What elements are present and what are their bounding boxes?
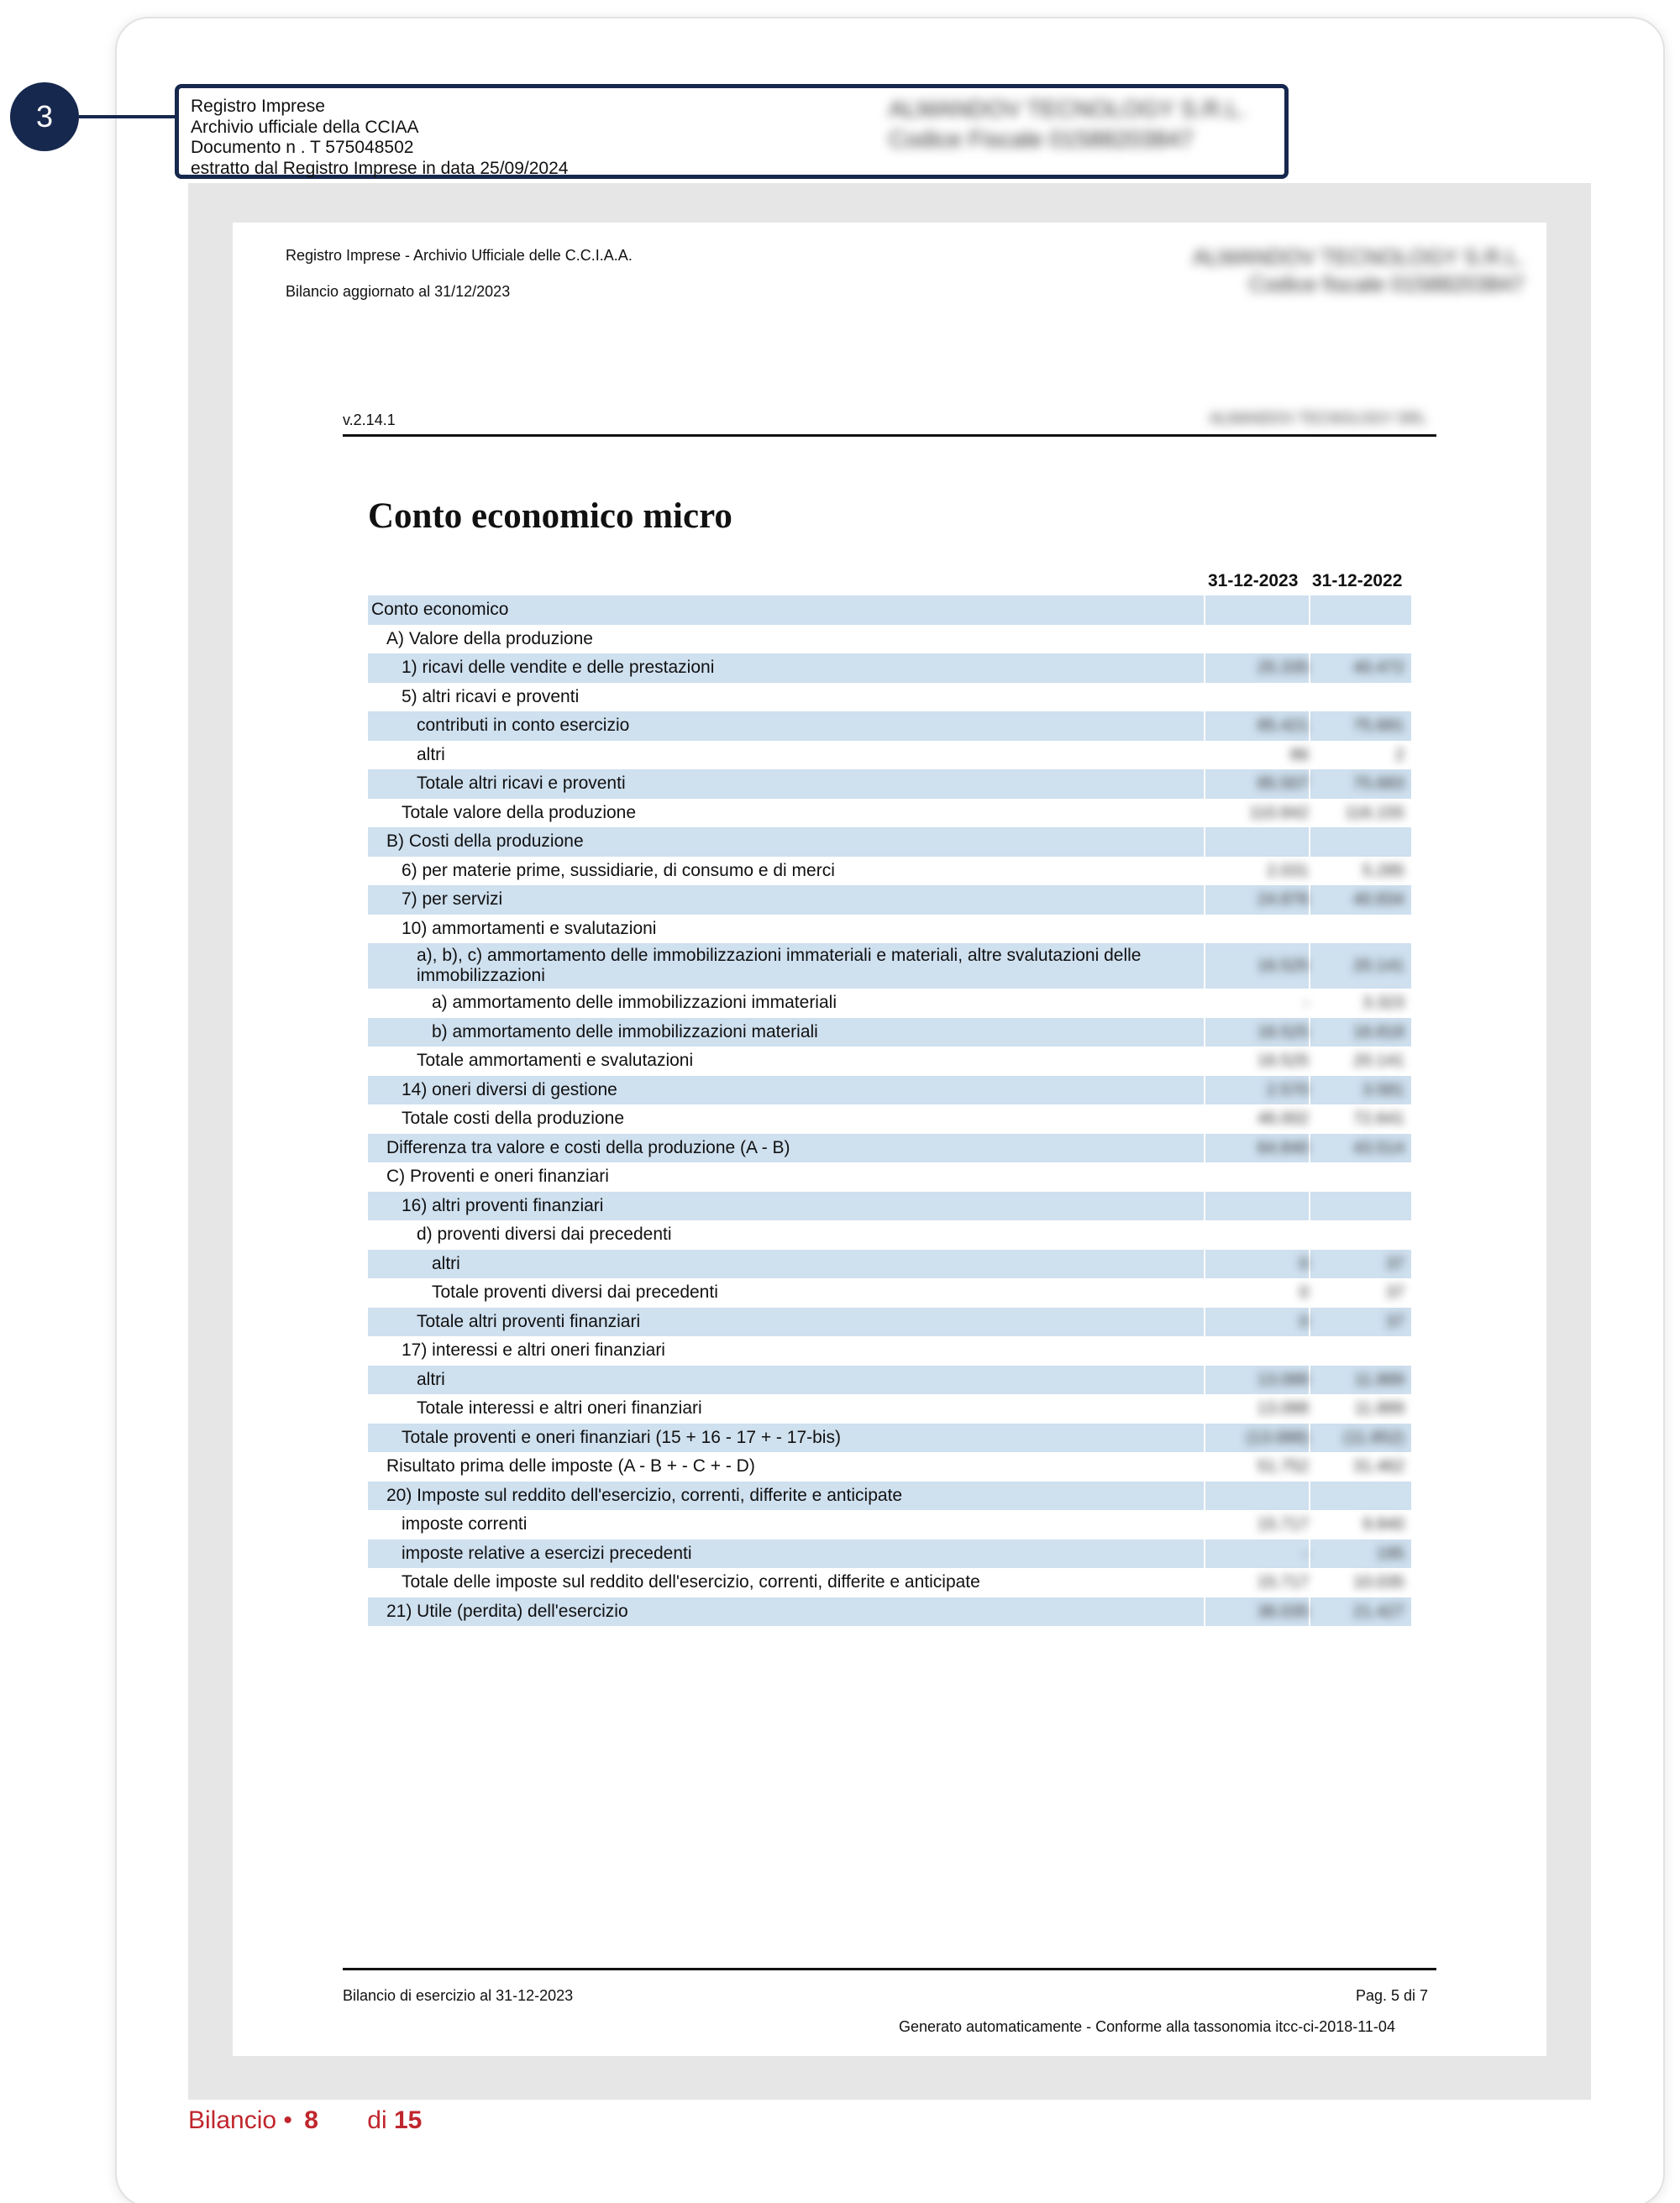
column-separator [1204, 1076, 1205, 1105]
row-label: 20) Imposte sul reddito dell'esercizio, correnti, differite e anticipate [386, 1485, 903, 1505]
table-row [368, 857, 1411, 886]
table-row [368, 625, 1411, 654]
column-separator [1204, 1482, 1205, 1511]
column-header-2022: 31-12-2022 [1312, 571, 1403, 590]
table-row [368, 1046, 1411, 1076]
table-row [368, 1134, 1411, 1163]
row-label: altri [417, 744, 445, 764]
redacted-value-2023: 0 [1299, 1283, 1309, 1302]
redacted-value-2022: 72.641 [1352, 1109, 1404, 1128]
column-separator [1309, 1366, 1310, 1395]
column-separator [1204, 1018, 1205, 1047]
table-row [368, 1510, 1411, 1539]
column-separator [1309, 1597, 1310, 1627]
redacted-value-2022: 40.834 [1352, 890, 1404, 909]
redacted-value-2022: 116.155 [1345, 803, 1404, 822]
column-separator [1309, 1018, 1310, 1047]
redacted-value-2023: - [1303, 1544, 1309, 1563]
row-label: imposte relative a esercizi precedenti [402, 1543, 692, 1563]
redacted-value-2022: 75.681 [1352, 716, 1404, 735]
column-header-2023: 31-12-2023 [1208, 571, 1299, 590]
table-row [368, 1597, 1411, 1627]
row-label: altri [432, 1253, 460, 1273]
redacted-value-2022: 75.683 [1352, 774, 1404, 793]
callout-connector [79, 115, 176, 118]
column-separator [1204, 1192, 1205, 1221]
row-label: Totale interessi e altri oneri finanziari [417, 1398, 702, 1418]
doc-registry-line: Registro Imprese - Archivio Ufficiale delle C.C.I.A.A. [286, 247, 633, 264]
redacted-value-2023: 0 [1299, 1254, 1309, 1273]
redacted-value-2022: 9.840 [1362, 1515, 1404, 1534]
redacted-version-right: ALMANDOV TECNOLOGY SRL [1210, 410, 1427, 427]
table-row [368, 915, 1411, 944]
row-label: a), b), c) ammortamento delle immobilizzazioni immateriali e materiali, altre svalutazioni delle immobilizzazioni [417, 946, 1142, 985]
redacted-value-2022: 10.035 [1352, 1573, 1404, 1592]
table-row [368, 885, 1411, 915]
table-row [368, 827, 1411, 857]
pagination-bullet: • [283, 2106, 292, 2134]
row-label: a) ammortamento delle immobilizzazioni immateriali [432, 993, 837, 1012]
row-label: Totale altri ricavi e proventi [417, 774, 626, 793]
row-label: 10) ammortamenti e svalutazioni [402, 918, 657, 938]
row-label: C) Proventi e oneri finanziari [386, 1167, 609, 1186]
table-row [368, 711, 1411, 741]
page-title: Conto economico micro [368, 496, 732, 536]
row-label: b) ammortamento delle immobilizzazioni materiali [432, 1021, 818, 1041]
redacted-value-2023: 25.335 [1257, 658, 1309, 677]
column-separator [1309, 1076, 1310, 1105]
column-separator [1204, 1250, 1205, 1279]
footer-left: Bilancio di esercizio al 31-12-2023 [343, 1987, 574, 2004]
pagination [188, 2106, 422, 2135]
column-separator [1204, 595, 1205, 625]
row-label: Totale valore della produzione [402, 802, 637, 822]
pagination-of: di [367, 2106, 387, 2134]
row-label: Conto economico [371, 600, 509, 619]
pagination-total: 15 [394, 2106, 423, 2134]
redacted-value-2022: 31.462 [1352, 1457, 1404, 1476]
table-row [368, 1250, 1411, 1279]
row-label: 14) oneri diversi di gestione [402, 1079, 617, 1099]
column-separator [1309, 1539, 1310, 1569]
column-separator [1204, 1424, 1205, 1453]
redacted-value-2022: 195 [1376, 1544, 1404, 1563]
redacted-value-2022: 37 [1385, 1254, 1404, 1273]
row-label: imposte correnti [402, 1514, 528, 1534]
doc-update-line: Bilancio aggiornato al 31/12/2023 [286, 283, 511, 300]
column-separator [1309, 943, 1310, 989]
table-row [368, 1539, 1411, 1569]
redacted-value-2023: 16.525 [1257, 1022, 1309, 1041]
row-label: 1) ricavi delle vendite e delle prestazioni [402, 658, 715, 677]
doc-version: v.2.14.1 [343, 412, 396, 428]
redacted-value-2023: 86 [1289, 745, 1309, 764]
column-separator [1309, 1482, 1310, 1511]
row-label: 16) altri proventi finanziari [402, 1195, 604, 1215]
column-separator [1309, 1134, 1310, 1163]
column-separator [1309, 711, 1310, 741]
redacted-value-2022: 40.472 [1352, 658, 1404, 677]
redacted-value-2023: 36.035 [1257, 1602, 1309, 1621]
table-row [368, 595, 1411, 625]
column-separator [1309, 827, 1310, 857]
redacted-value-2023: 0 [1299, 1312, 1309, 1331]
column-separator [1309, 1192, 1310, 1221]
redacted-value-2022: 3.581 [1362, 1080, 1404, 1099]
redacted-value-2022: 11.889 [1354, 1399, 1404, 1418]
row-label: Totale ammortamenti e svalutazioni [417, 1051, 694, 1070]
table-row [368, 1482, 1411, 1511]
row-label: d) proventi diversi dai precedenti [417, 1225, 672, 1244]
row-label: Risultato prima delle imposte (A - B + - C + - D) [386, 1456, 755, 1476]
redacted-value-2022: 20.141 [1352, 1052, 1404, 1070]
row-label: 7) per servizi [402, 889, 503, 909]
column-separator [1204, 885, 1205, 915]
table-row [368, 683, 1411, 712]
redacted-value-2023: 24.876 [1257, 890, 1309, 909]
redacted-value-2023: 85.507 [1257, 774, 1309, 793]
redacted-value-2022: 37 [1385, 1283, 1404, 1302]
redacted-value-2023: (13.088) [1246, 1428, 1309, 1447]
column-separator [1204, 1539, 1205, 1569]
row-label: Differenza tra valore e costi della produzione (A - B) [386, 1137, 790, 1157]
row-label: Totale altri proventi finanziari [417, 1311, 641, 1331]
redacted-company-code: Codice fiscale 01588203847 [1248, 271, 1525, 296]
row-label: altri [417, 1369, 445, 1389]
table-row [368, 1336, 1411, 1366]
redacted-company-name: ALMANDOV TECNOLOGY S.R.L. [1193, 244, 1525, 270]
column-separator [1204, 769, 1205, 799]
column-separator [1204, 711, 1205, 741]
redacted-value-2023: 16.525 [1257, 1052, 1309, 1070]
redacted-value-2023: 85.421 [1257, 716, 1309, 735]
redacted-company-inner [1193, 244, 1525, 297]
column-separator [1204, 653, 1205, 683]
table-row [368, 1394, 1411, 1424]
footer-divider [343, 1968, 1436, 1970]
column-separator [1204, 1308, 1205, 1337]
redacted-value-2023: 13.088 [1257, 1370, 1309, 1389]
redacted-value-2022: 11.889 [1354, 1370, 1404, 1389]
redacted-value-2023: 51.752 [1257, 1457, 1309, 1476]
row-label: Totale delle imposte sul reddito dell'esercizio, correnti, differite e anticipate [402, 1572, 980, 1592]
redacted-value-2022: 37 [1385, 1312, 1404, 1331]
column-separator [1204, 1597, 1205, 1627]
income-statement-table [368, 595, 1411, 1626]
row-label: 6) per materie prime, sussidiarie, di consumo e di merci [402, 860, 835, 880]
redacted-company-name: ALMANDOV TECNOLOGY S.R.L. [889, 96, 1247, 122]
redacted-value-2023: 2.031 [1266, 861, 1309, 880]
table-row [368, 653, 1411, 683]
redacted-value-2022: 5.285 [1362, 861, 1404, 880]
pagination-current: 8 [304, 2106, 318, 2134]
table-row [368, 1192, 1411, 1221]
table-row [368, 1162, 1411, 1192]
redacted-value-2023: 15.717 [1257, 1515, 1309, 1534]
row-label: contributi in conto esercizio [417, 716, 630, 735]
table-row [368, 741, 1411, 770]
redacted-value-2023: 46.002 [1257, 1109, 1309, 1128]
table-row [368, 1366, 1411, 1395]
redacted-company-code: Codice Fiscale 01588203847 [889, 126, 1194, 152]
row-label: Totale proventi e oneri finanziari (15 + 16 - 17 + - 17-bis) [402, 1427, 841, 1447]
footer-page-number: Pag. 5 di 7 [1356, 1987, 1429, 2004]
registry-line: Archivio ufficiale della CCIAA [191, 117, 419, 137]
column-separator [1204, 1134, 1205, 1163]
row-label: 17) interessi e altri oneri finanziari [402, 1340, 665, 1360]
registry-line: estratto dal Registro Imprese in data 25/09/2024 [191, 158, 569, 178]
redacted-value-2023: 15.717 [1257, 1573, 1309, 1592]
callout-badge: 3 [10, 82, 79, 151]
table-row [368, 799, 1411, 828]
redacted-value-2023: 64.840 [1257, 1138, 1309, 1157]
header-divider [343, 434, 1436, 437]
table-row [368, 1424, 1411, 1453]
redacted-value-2023: 16.525 [1257, 957, 1309, 975]
column-separator [1204, 827, 1205, 857]
column-separator [1309, 885, 1310, 915]
redacted-value-2022: 20.141 [1352, 957, 1404, 975]
redacted-company-header [889, 94, 1246, 155]
table-row [368, 1452, 1411, 1482]
table-row [368, 1220, 1411, 1250]
redacted-value-2023: 110.842 [1249, 803, 1309, 822]
registry-line: Documento n . T 575048502 [191, 138, 414, 157]
column-separator [1309, 1308, 1310, 1337]
footer-generated: Generato automaticamente - Conforme alla tassonomia itcc-ci-2018-11-04 [899, 2018, 1395, 2035]
column-separator [1309, 653, 1310, 683]
row-label: B) Costi della produzione [386, 831, 584, 851]
column-separator [1309, 1250, 1310, 1279]
table-row [368, 1018, 1411, 1047]
column-separator [1309, 1424, 1310, 1453]
table-row [368, 769, 1411, 799]
row-label: 5) altri ricavi e proventi [402, 686, 580, 706]
redacted-value-2022: 43.514 [1352, 1138, 1404, 1157]
redacted-value-2022: 21.427 [1352, 1602, 1404, 1621]
row-label: 21) Utile (perdita) dell'esercizio [386, 1601, 628, 1621]
column-separator [1204, 1366, 1205, 1395]
redacted-value-2023: - [1303, 994, 1309, 1012]
table-row [368, 1076, 1411, 1105]
redacted-value-2022: 16.818 [1352, 1022, 1404, 1041]
column-separator [1204, 943, 1205, 989]
redacted-value-2023: 13.088 [1257, 1399, 1309, 1418]
table-row [368, 943, 1411, 989]
table-row [368, 1104, 1411, 1134]
table-row [368, 1568, 1411, 1597]
row-label: A) Valore della produzione [386, 628, 593, 648]
registry-line: Registro Imprese [191, 97, 325, 116]
table-row [368, 1278, 1411, 1308]
table-row [368, 989, 1411, 1018]
table-row [368, 1308, 1411, 1337]
row-label: Totale proventi diversi dai precedenti [432, 1282, 718, 1302]
row-label: Totale costi della produzione [402, 1109, 625, 1128]
redacted-value-2022: 2 [1394, 745, 1404, 764]
column-separator [1309, 595, 1310, 625]
redacted-value-2022: 3.323 [1362, 994, 1404, 1012]
redacted-value-2023: 2.570 [1266, 1080, 1309, 1099]
redacted-value-2022: (11.852) [1342, 1428, 1404, 1447]
column-separator [1309, 769, 1310, 799]
pagination-section: Bilancio [188, 2106, 277, 2134]
